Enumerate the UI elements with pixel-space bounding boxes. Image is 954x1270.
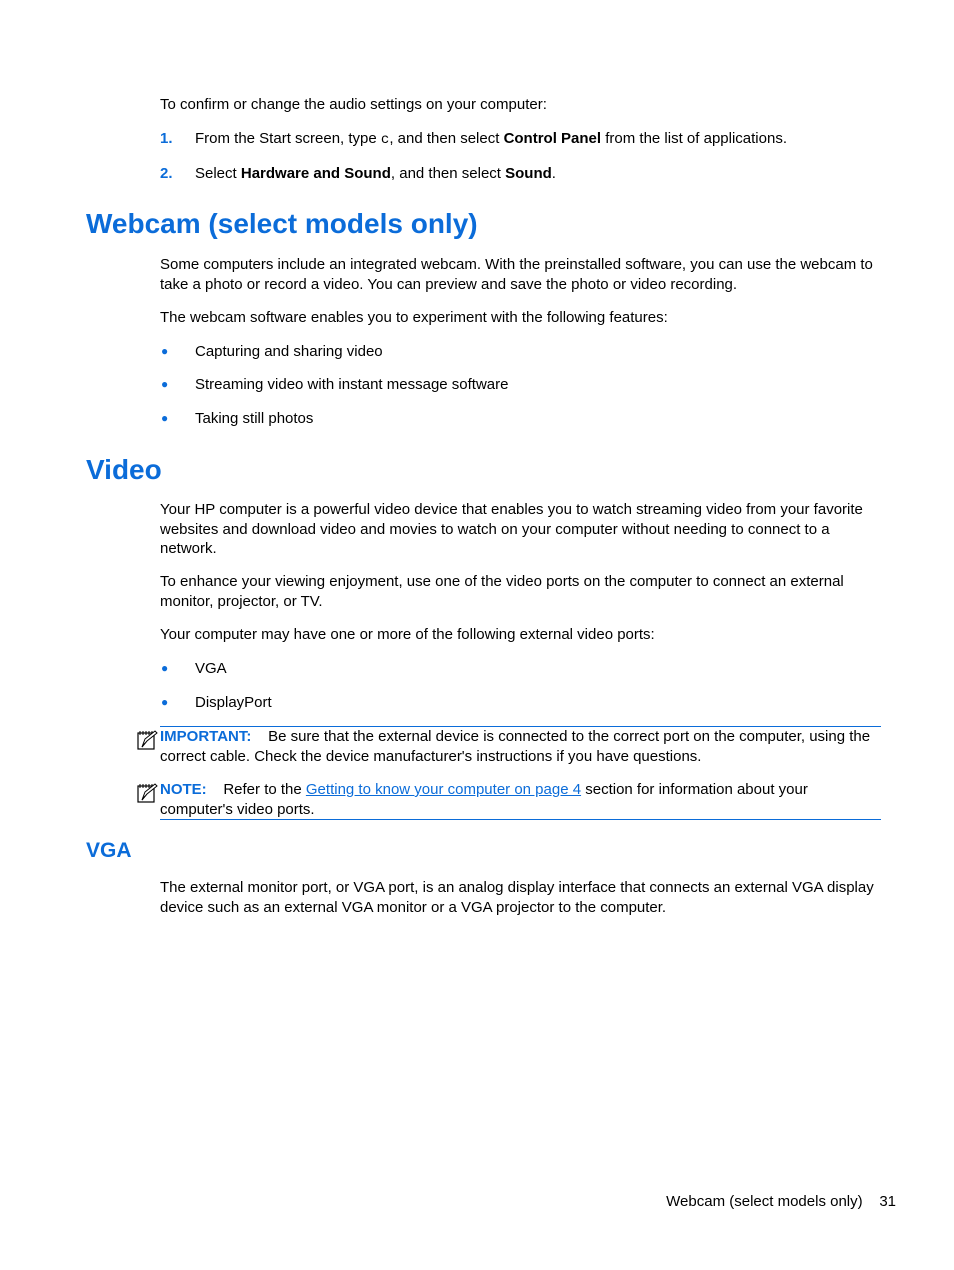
bullet-icon: ● [161, 661, 169, 675]
note-pad-icon [136, 782, 158, 804]
intro-text: To confirm or change the audio settings on your computer: [160, 96, 547, 113]
list-item: DisplayPort [195, 694, 272, 711]
webcam-heading: Webcam (select models only) [86, 208, 478, 239]
bullet-icon: ● [161, 344, 169, 358]
video-heading: Video [86, 454, 162, 485]
important-note: IMPORTANT: Be sure that the external device is connected to the correct port on the computer, using the correct cable. Check the device manufacturer's instructions if you have questions. [160, 728, 871, 765]
list-item: VGA [195, 660, 227, 677]
bullet-icon: ● [161, 377, 169, 391]
vga-paragraph: The external monitor port, or VGA port, is an analog display interface that connects an external VGA display device such as an external VGA monitor or a VGA projector to the computer. [160, 879, 874, 916]
bullet-icon: ● [161, 411, 169, 425]
step-number: 1. [160, 130, 173, 147]
list-item: Streaming video with instant message software [195, 376, 509, 393]
video-paragraph: To enhance your viewing enjoyment, use one of the video ports on the computer to connect an external monitor, projector, or TV. [160, 573, 844, 610]
vga-heading: VGA [86, 839, 132, 862]
page-number: 31 [879, 1193, 896, 1210]
note-label: NOTE: [160, 781, 207, 798]
footer-section: Webcam (select models only) [666, 1193, 863, 1210]
note-bottom-rule [160, 819, 881, 820]
list-item: Capturing and sharing video [195, 343, 383, 360]
video-paragraph: Your computer may have one or more of the following external video ports: [160, 626, 655, 643]
important-label: IMPORTANT: [160, 728, 252, 745]
step-text: From the Start screen, type c, and then select Control Panel from the list of applications. [195, 130, 787, 148]
video-paragraph: Your HP computer is a powerful video device that enables you to watch streaming video from your favorite websites and download video and movies to watch on your computer without needing to connect to a network. [160, 501, 863, 557]
page-link[interactable]: Getting to know your computer on page 4 [305, 781, 582, 798]
webcam-paragraph: The webcam software enables you to experiment with the following features: [160, 309, 668, 326]
webcam-paragraph: Some computers include an integrated webcam. With the preinstalled software, you can use the webcam to take a photo or record a video. You can preview and save the photo or video recording. [160, 256, 873, 293]
note: NOTE: Refer to the Getting to know your computer on page 4 section for information about your computer's video ports. [160, 781, 808, 818]
step-number: 2. [160, 165, 173, 182]
note-pad-icon [136, 729, 158, 751]
bullet-icon: ● [161, 695, 169, 709]
step-text: Select Hardware and Sound, and then select Sound. [195, 165, 556, 182]
list-item: Taking still photos [195, 410, 314, 427]
page-footer [600, 1192, 896, 1212]
